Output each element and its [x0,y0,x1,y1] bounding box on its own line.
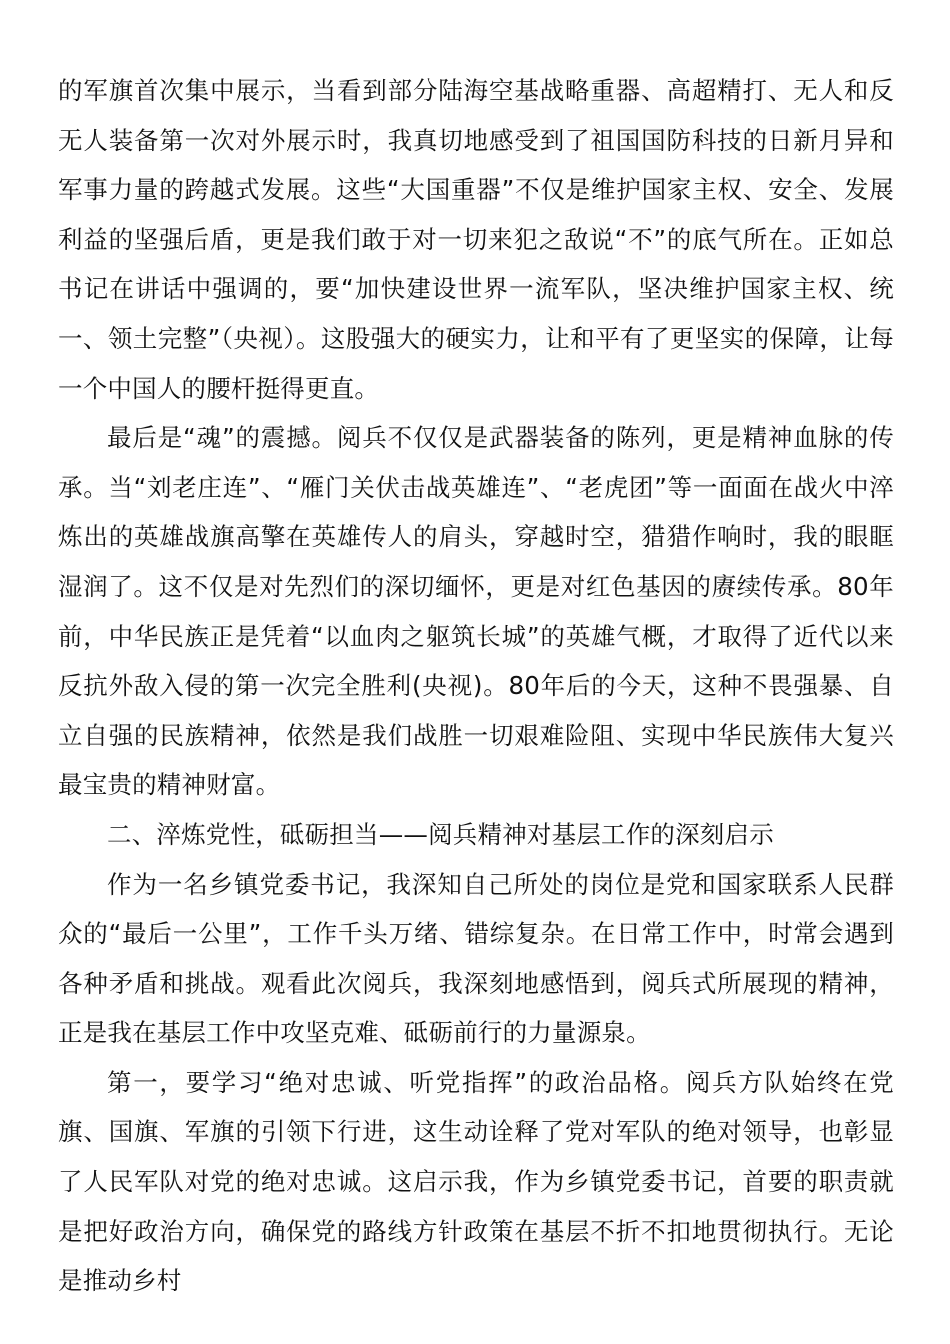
paragraph-soul: 最后是“魂”的震撼。阅兵不仅仅是武器装备的陈列，更是精神血脉的传承。当“刘老庄连”、“雁门关伏击战英雄连”、“老虎团”等一面面在战火中淬炼出的英雄战旗高擎在英雄传人的肩头，穿越时空，猎猎作响时，我的眼眶湿润了。这不仅是对先烈们的深切缅怀，更是对红色基因的赓续传承。80年前，中华民族正是凭着“以血肉之躯筑长城”的英雄气概，才取得了近代以来反抗外敌入侵的第一次完全胜利(央视)。80年后的今天，这种不畏强暴、自立自强的民族精神，依然是我们战胜一切艰难险阻、实现中华民族伟大复兴最宝贵的精神财富。 [58,423,894,800]
paragraph-continuation: 的军旗首次集中展示，当看到部分陆海空基战略重器、高超精打、无人和反无人装备第一次对外展示时，我真切地感受到了祖国国防科技的日新月异和军事力量的跨越式发展。这些“大国重器”不仅是维护国家主权、安全、发展利益的坚强后盾，更是我们敢于对一切来犯之敌说“不”的底气所在。正如总书记在讲话中强调的，要“加快建设世界一流军队，坚决维护国家主权、统一、领土完整”（央视）。这股强大的硬实力，让和平有了更坚实的保障，让每一个中国人的腰杆挺得更直。 [58,76,894,403]
paragraph-first-point: 第一，要学习“绝对忠诚、听党指挥”的政治品格。阅兵方队始终在党旗、国旗、军旗的引领下行进，这生动诠释了党对军队的绝对领导，也彰显了人民军队对党的绝对忠诚。这启示我，作为乡镇党委书记，首要的职责就是把好政治方向，确保党的路线方针政策在基层不折不扣地贯彻执行。无论是推动乡村 [58,1067,894,1296]
section-heading: 二、淬炼党性，砥砺担当——阅兵精神对基层工作的深刻启示 [107,819,774,849]
document-body [58,66,894,1306]
paragraph-intro: 作为一名乡镇党委书记，我深知自己所处的岗位是党和国家联系人民群众的“最后一公里”，工作千头万绪、错综复杂。在日常工作中，时常会遇到各种矛盾和挑战。观看此次阅兵，我深刻地感悟到，阅兵式所展现的精神，正是我在基层工作中攻坚克难、砥砺前行的力量源泉。 [58,869,894,1048]
